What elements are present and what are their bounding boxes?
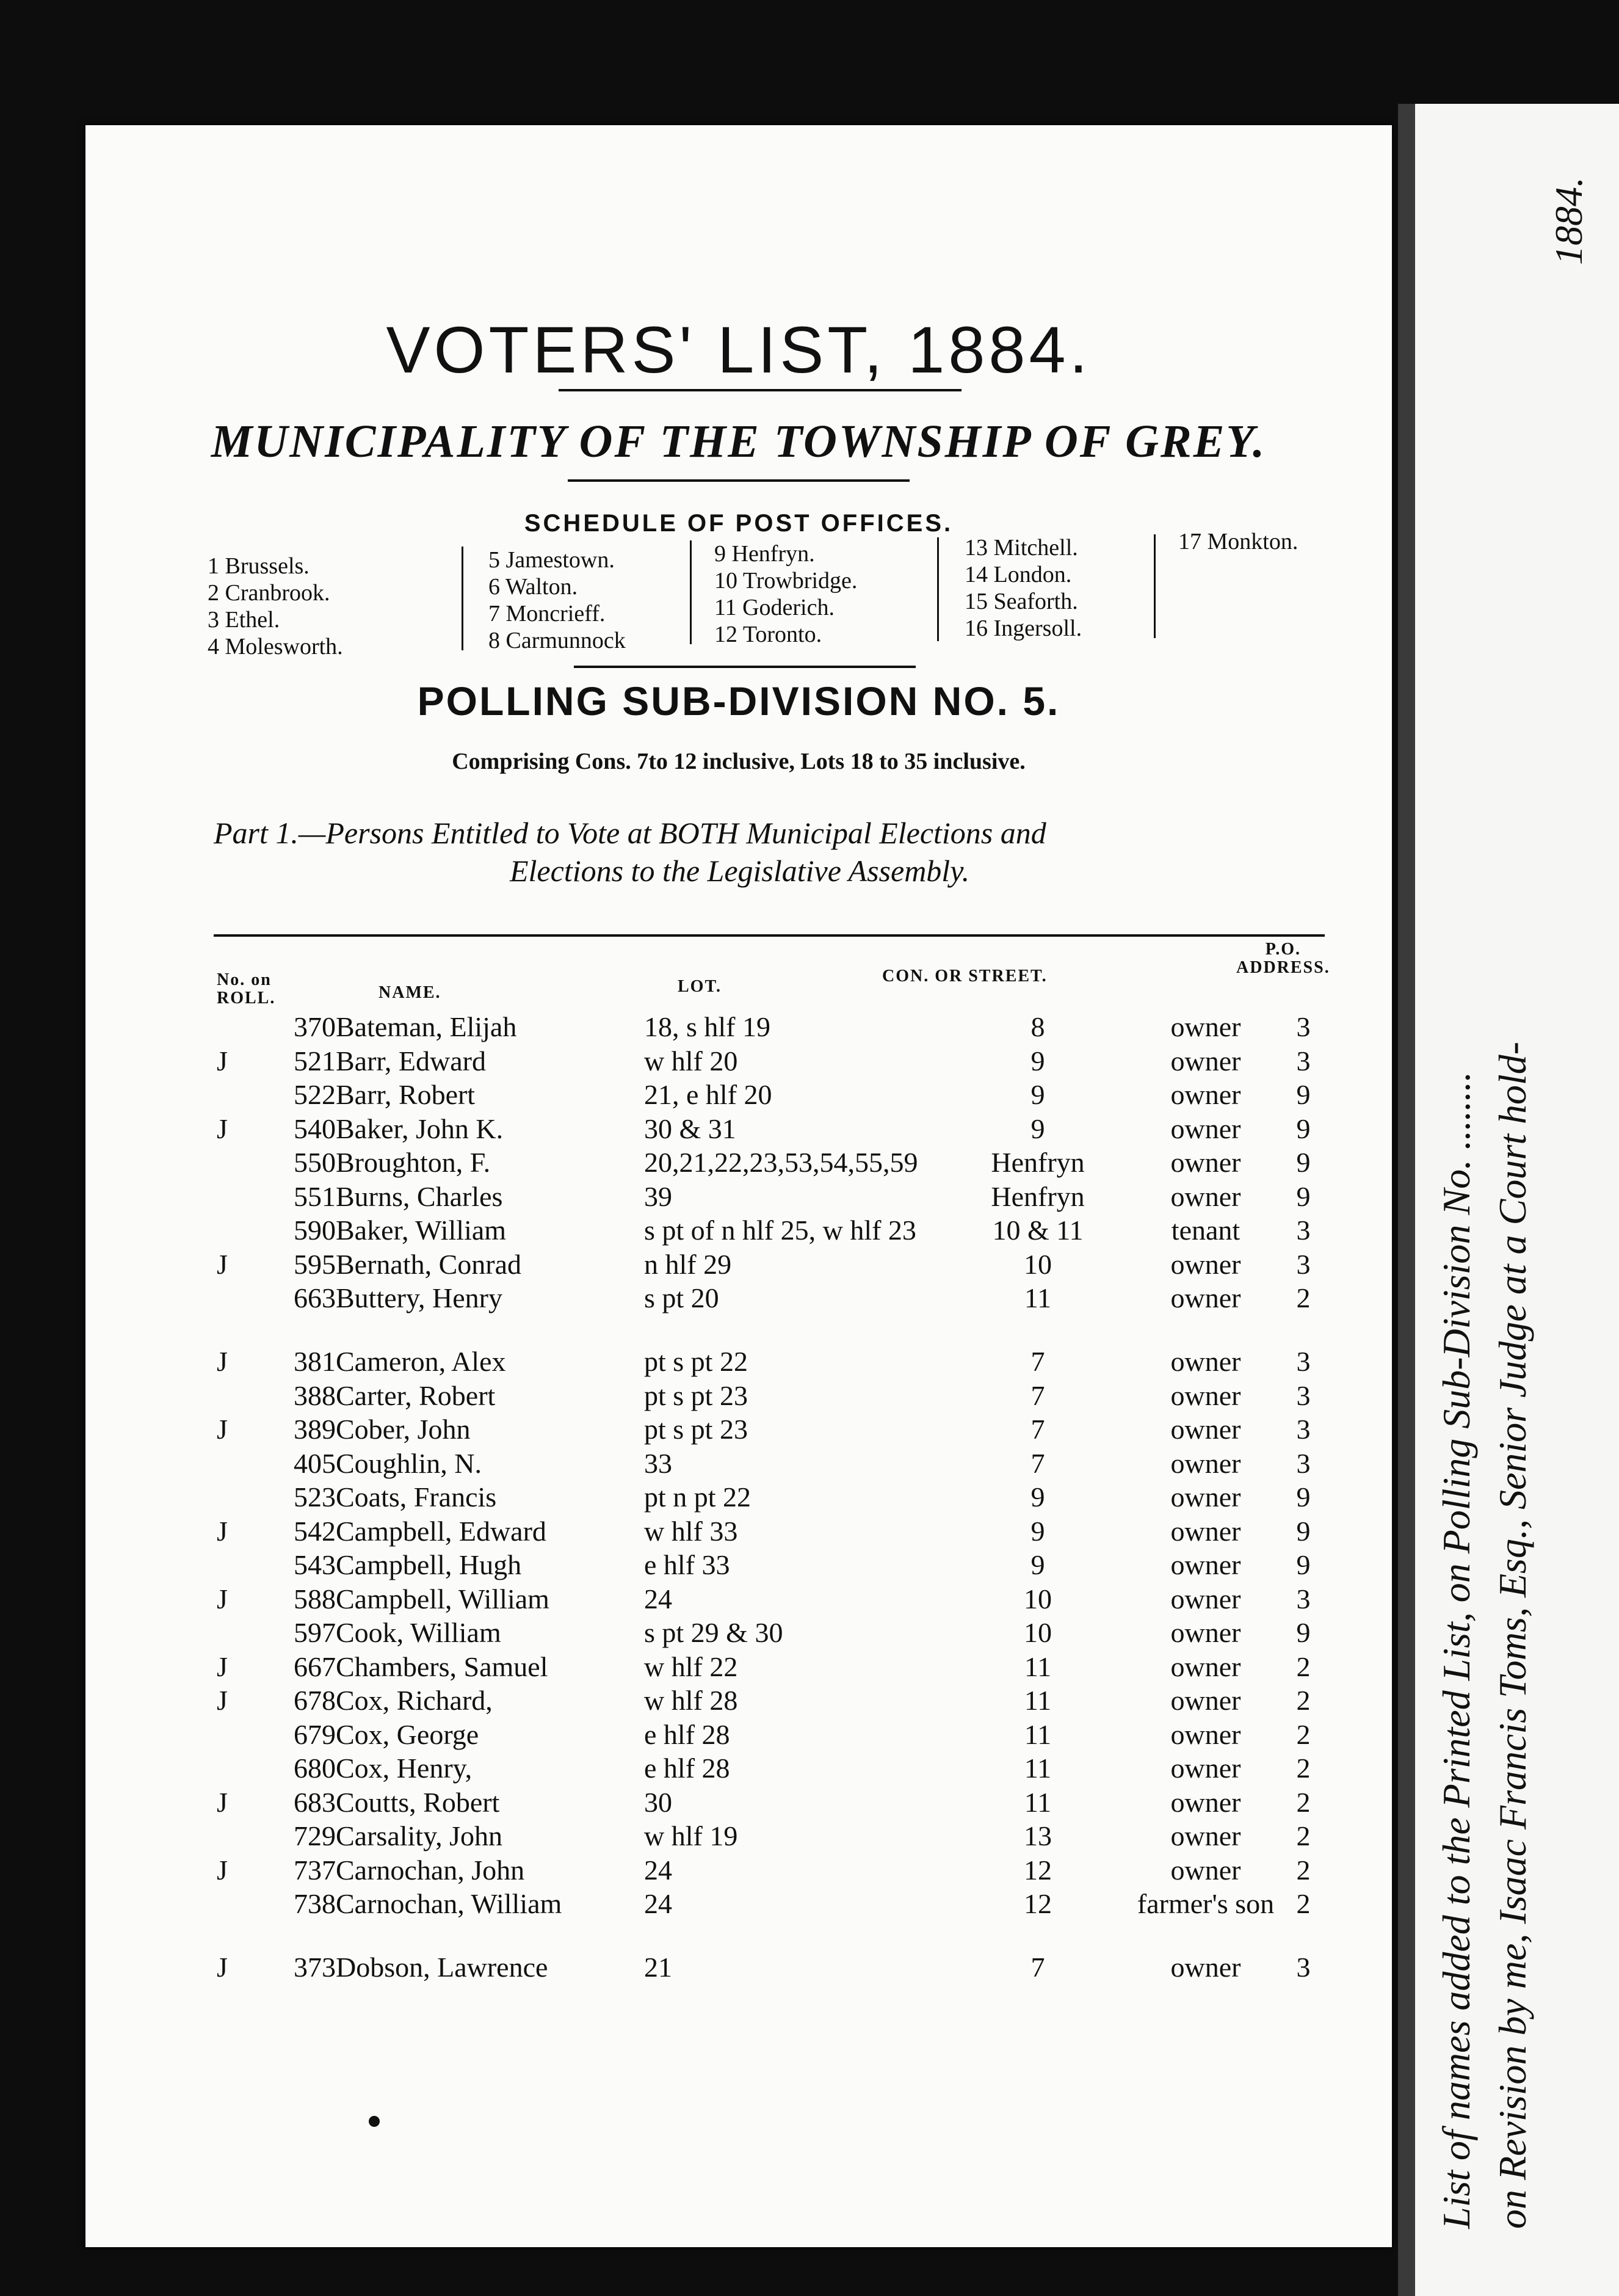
status: owner bbox=[1170, 1011, 1241, 1042]
voter-name: Broughton, F. bbox=[336, 1147, 491, 1178]
juror-mark: J bbox=[217, 1685, 228, 1716]
roll-number: 521 bbox=[294, 1045, 336, 1077]
roll-number: 683 bbox=[294, 1786, 336, 1818]
roll-number: 523 bbox=[294, 1481, 336, 1513]
roll-number: 550 bbox=[294, 1147, 336, 1178]
divider bbox=[559, 389, 962, 391]
roll-number: 680 bbox=[294, 1753, 336, 1784]
side-note-line-2: on Revision by me, Isaac Francis Toms, Esq., Senior Judge at a Court hold- bbox=[1491, 1041, 1534, 2229]
ink-speck bbox=[369, 2116, 380, 2127]
juror-mark: J bbox=[217, 1854, 228, 1886]
roll-number: 588 bbox=[294, 1583, 336, 1615]
lot: w hlf 20 bbox=[644, 1045, 738, 1077]
status: owner bbox=[1170, 1854, 1241, 1886]
con-or-street: 9 bbox=[1030, 1079, 1045, 1110]
post-office-number: 3 bbox=[1296, 1215, 1311, 1246]
juror-mark: J bbox=[217, 1248, 228, 1280]
part-heading-line-2: Elections to the Legislative Assembly. bbox=[510, 854, 970, 888]
post-office-number: 3 bbox=[1296, 1952, 1311, 1983]
lot: pt s pt 23 bbox=[644, 1414, 748, 1445]
lot: e hlf 33 bbox=[644, 1549, 730, 1580]
header-po-address bbox=[1236, 940, 1330, 977]
lot: 39 bbox=[644, 1180, 672, 1212]
status: owner bbox=[1170, 1379, 1241, 1411]
voter-name: Cox, George bbox=[336, 1718, 479, 1750]
status: owner bbox=[1170, 1952, 1241, 1983]
con-or-street: 7 bbox=[1030, 1379, 1045, 1411]
lot: w hlf 33 bbox=[644, 1515, 738, 1547]
con-or-street: 10 bbox=[1024, 1248, 1052, 1280]
lot: w hlf 19 bbox=[644, 1820, 738, 1851]
juror-mark: J bbox=[217, 1583, 228, 1615]
status: owner bbox=[1170, 1753, 1241, 1784]
roll-number: 678 bbox=[294, 1685, 336, 1716]
header-text: No. on bbox=[217, 970, 272, 989]
juror-mark: J bbox=[217, 1414, 228, 1445]
lot: 21 bbox=[644, 1952, 672, 1983]
status: owner bbox=[1170, 1248, 1241, 1280]
status: owner bbox=[1170, 1786, 1241, 1818]
header-text: ADDRESS. bbox=[1236, 958, 1330, 977]
status: farmer's son bbox=[1137, 1888, 1275, 1919]
con-or-street: 9 bbox=[1030, 1549, 1045, 1580]
con-or-street: 13 bbox=[1024, 1820, 1052, 1851]
status: owner bbox=[1170, 1549, 1241, 1580]
post-office-number: 2 bbox=[1296, 1685, 1311, 1716]
con-or-street: 12 bbox=[1024, 1888, 1052, 1919]
roll-number: 551 bbox=[294, 1180, 336, 1212]
lot: 30 & 31 bbox=[644, 1113, 736, 1144]
roll-number: 405 bbox=[294, 1447, 336, 1479]
con-or-street: 9 bbox=[1030, 1481, 1045, 1513]
roll-number: 522 bbox=[294, 1079, 336, 1110]
voter-name: Buttery, Henry bbox=[336, 1282, 502, 1313]
con-or-street: 7 bbox=[1030, 1414, 1045, 1445]
roll-number: 597 bbox=[294, 1617, 336, 1648]
con-or-street: 7 bbox=[1030, 1346, 1045, 1377]
schedule-heading: SCHEDULE OF POST OFFICES. bbox=[524, 510, 954, 537]
header-con-or-street: CON. OR STREET. bbox=[882, 967, 1048, 986]
post-office-item: 10 Trowbridge. bbox=[714, 568, 858, 594]
column-rule bbox=[462, 547, 463, 650]
post-office-number: 9 bbox=[1296, 1549, 1311, 1580]
post-office-number: 3 bbox=[1296, 1379, 1311, 1411]
lot: 33 bbox=[644, 1447, 672, 1479]
voter-name: Cober, John bbox=[336, 1414, 471, 1445]
column-rule bbox=[690, 540, 692, 644]
post-office-item: 16 Ingersoll. bbox=[965, 616, 1082, 641]
status: owner bbox=[1170, 1515, 1241, 1547]
post-office-column-5 bbox=[1178, 528, 1298, 555]
post-office-number: 2 bbox=[1296, 1651, 1311, 1682]
post-office-number: 2 bbox=[1296, 1786, 1311, 1818]
roll-number: 590 bbox=[294, 1215, 336, 1246]
lot: 30 bbox=[644, 1786, 672, 1818]
roll-number: 737 bbox=[294, 1854, 336, 1886]
juror-mark: J bbox=[217, 1045, 228, 1077]
voter-name: Carter, Robert bbox=[336, 1379, 496, 1411]
lot: w hlf 28 bbox=[644, 1685, 738, 1716]
post-office-item: 6 Walton. bbox=[488, 574, 578, 600]
roll-number: 595 bbox=[294, 1248, 336, 1280]
page-title: VOTERS' LIST, 1884. bbox=[386, 313, 1092, 387]
lot: 24 bbox=[644, 1854, 672, 1886]
post-office-number: 9 bbox=[1296, 1113, 1311, 1144]
roll-number: 388 bbox=[294, 1379, 336, 1411]
voter-name: Carnochan, John bbox=[336, 1854, 525, 1886]
header-name: NAME. bbox=[378, 983, 441, 1002]
con-or-street: 11 bbox=[1024, 1685, 1052, 1716]
lot: 21, e hlf 20 bbox=[644, 1079, 772, 1110]
voter-name: Chambers, Samuel bbox=[336, 1651, 548, 1682]
lot: s pt of n hlf 25, w hlf 23 bbox=[644, 1215, 916, 1246]
post-office-item: 2 Cranbrook. bbox=[208, 580, 330, 606]
post-office-item: 3 Ethel. bbox=[208, 607, 280, 633]
lot: pt s pt 23 bbox=[644, 1379, 748, 1411]
divider bbox=[568, 479, 910, 482]
post-office-item: 8 Carmunnock bbox=[488, 628, 626, 653]
divider bbox=[574, 666, 916, 668]
table-top-rule bbox=[214, 934, 1325, 937]
voter-name: Coughlin, N. bbox=[336, 1447, 482, 1479]
header-no-on-roll bbox=[217, 971, 275, 1008]
con-or-street: 11 bbox=[1024, 1651, 1052, 1682]
voter-name: Barr, Edward bbox=[336, 1045, 486, 1077]
post-office-number: 3 bbox=[1296, 1447, 1311, 1479]
lot: e hlf 28 bbox=[644, 1753, 730, 1784]
post-office-number: 9 bbox=[1296, 1147, 1311, 1178]
status: tenant bbox=[1171, 1215, 1241, 1246]
roll-number: 381 bbox=[294, 1346, 336, 1377]
post-office-number: 3 bbox=[1296, 1414, 1311, 1445]
roll-number: 729 bbox=[294, 1820, 336, 1851]
status: owner bbox=[1170, 1447, 1241, 1479]
voter-name: Campbell, Hugh bbox=[336, 1549, 522, 1580]
lot: 24 bbox=[644, 1583, 672, 1615]
post-office-number: 2 bbox=[1296, 1820, 1311, 1851]
post-office-number: 3 bbox=[1296, 1248, 1311, 1280]
post-office-number: 9 bbox=[1296, 1617, 1311, 1648]
voter-name: Baker, John K. bbox=[336, 1113, 504, 1144]
polling-subdivision-heading: POLLING SUB-DIVISION NO. 5. bbox=[417, 678, 1060, 724]
juror-mark: J bbox=[217, 1346, 228, 1377]
con-or-street: 11 bbox=[1024, 1786, 1052, 1818]
con-or-street: 11 bbox=[1024, 1718, 1052, 1750]
juror-mark: J bbox=[217, 1952, 228, 1983]
voter-name: Campbell, Edward bbox=[336, 1515, 546, 1547]
lot: 24 bbox=[644, 1888, 672, 1919]
voter-name: Coats, Francis bbox=[336, 1481, 497, 1513]
roll-number: 663 bbox=[294, 1282, 336, 1313]
status: owner bbox=[1170, 1346, 1241, 1377]
post-office-number: 9 bbox=[1296, 1515, 1311, 1547]
post-office-number: 3 bbox=[1296, 1346, 1311, 1377]
status: owner bbox=[1170, 1079, 1241, 1110]
lot: s pt 29 & 30 bbox=[644, 1617, 783, 1648]
roll-number: 738 bbox=[294, 1888, 336, 1919]
header-text: ROLL. bbox=[217, 989, 276, 1008]
con-or-street: 8 bbox=[1030, 1011, 1045, 1042]
roll-number: 370 bbox=[294, 1011, 336, 1042]
post-office-number: 3 bbox=[1296, 1045, 1311, 1077]
post-office-item: 13 Mitchell. bbox=[965, 535, 1078, 561]
voter-name: Baker, William bbox=[336, 1215, 507, 1246]
post-office-item: 15 Seaforth. bbox=[965, 589, 1078, 614]
status: owner bbox=[1170, 1820, 1241, 1851]
book-spine bbox=[1398, 104, 1415, 2296]
lot: s pt 20 bbox=[644, 1282, 719, 1313]
post-office-column-3 bbox=[714, 540, 857, 648]
voter-name: Carnochan, William bbox=[336, 1888, 562, 1919]
post-office-number: 2 bbox=[1296, 1282, 1311, 1313]
status: owner bbox=[1170, 1718, 1241, 1750]
voter-name: Cook, William bbox=[336, 1617, 501, 1648]
status: owner bbox=[1170, 1651, 1241, 1682]
voter-name: Cameron, Alex bbox=[336, 1346, 506, 1377]
lot: 18, s hlf 19 bbox=[644, 1011, 770, 1042]
con-or-street: 9 bbox=[1030, 1113, 1045, 1144]
con-or-street: 9 bbox=[1030, 1045, 1045, 1077]
status: owner bbox=[1170, 1282, 1241, 1313]
roll-number: 679 bbox=[294, 1718, 336, 1750]
post-office-item: 11 Goderich. bbox=[714, 595, 835, 620]
post-office-number: 9 bbox=[1296, 1180, 1311, 1212]
con-or-street: 11 bbox=[1024, 1282, 1052, 1313]
column-rule bbox=[937, 537, 939, 641]
roll-number: 667 bbox=[294, 1651, 336, 1682]
status: owner bbox=[1170, 1685, 1241, 1716]
post-office-item: 4 Molesworth. bbox=[208, 634, 343, 659]
con-or-street: Henfryn bbox=[991, 1147, 1085, 1178]
facing-page bbox=[1415, 104, 1619, 2296]
part-heading-line-1: Part 1.—Persons Entitled to Vote at BOTH Municipal Elections and bbox=[214, 816, 1046, 850]
side-note-year: 1884. bbox=[1547, 177, 1590, 265]
voter-name: Cox, Richard, bbox=[336, 1685, 493, 1716]
roll-number: 389 bbox=[294, 1414, 336, 1445]
voter-name: Bernath, Conrad bbox=[336, 1248, 522, 1280]
status: owner bbox=[1170, 1113, 1241, 1144]
post-office-number: 9 bbox=[1296, 1481, 1311, 1513]
con-or-street: 10 & 11 bbox=[992, 1215, 1084, 1246]
post-office-item: 14 London. bbox=[965, 562, 1072, 587]
lot: pt s pt 22 bbox=[644, 1346, 748, 1377]
post-office-column-1 bbox=[208, 553, 343, 660]
voter-name: Campbell, William bbox=[336, 1583, 549, 1615]
post-office-item: 12 Toronto. bbox=[714, 622, 822, 647]
roll-number: 543 bbox=[294, 1549, 336, 1580]
post-office-column-4 bbox=[965, 534, 1082, 642]
post-office-number: 2 bbox=[1296, 1718, 1311, 1750]
voter-name: Carsality, John bbox=[336, 1820, 502, 1851]
post-office-column-2 bbox=[488, 547, 626, 654]
post-office-item: 9 Henfryn. bbox=[714, 541, 815, 567]
post-office-item: 17 Monkton. bbox=[1178, 529, 1298, 554]
voters-list-page bbox=[85, 125, 1392, 2247]
juror-mark: J bbox=[217, 1651, 228, 1682]
juror-mark: J bbox=[217, 1515, 228, 1547]
header-text: P.O. bbox=[1265, 940, 1301, 959]
voter-name: Coutts, Robert bbox=[336, 1786, 500, 1818]
side-note bbox=[1429, 153, 1597, 2229]
post-office-number: 3 bbox=[1296, 1011, 1311, 1042]
lot: n hlf 29 bbox=[644, 1248, 732, 1280]
con-or-street: 10 bbox=[1024, 1617, 1052, 1648]
con-or-street: 9 bbox=[1030, 1515, 1045, 1547]
post-office-item: 5 Jamestown. bbox=[488, 547, 615, 573]
post-office-number: 3 bbox=[1296, 1583, 1311, 1615]
voter-name: Dobson, Lawrence bbox=[336, 1952, 548, 1983]
post-office-number: 2 bbox=[1296, 1753, 1311, 1784]
status: owner bbox=[1170, 1583, 1241, 1615]
roll-number: 373 bbox=[294, 1952, 336, 1983]
municipality-heading: MUNICIPALITY OF THE TOWNSHIP OF GREY. bbox=[211, 416, 1267, 467]
con-or-street: Henfryn bbox=[991, 1180, 1085, 1212]
voter-name: Burns, Charles bbox=[336, 1180, 503, 1212]
voter-name: Barr, Robert bbox=[336, 1079, 476, 1110]
roll-number: 540 bbox=[294, 1113, 336, 1144]
post-office-item: 7 Moncrieff. bbox=[488, 601, 606, 627]
comprising-line: Comprising Cons. 7to 12 inclusive, Lots 18 to 35 inclusive. bbox=[452, 749, 1026, 774]
post-office-number: 2 bbox=[1296, 1888, 1311, 1919]
juror-mark: J bbox=[217, 1786, 228, 1818]
column-rule bbox=[1154, 534, 1156, 638]
status: owner bbox=[1170, 1414, 1241, 1445]
status: owner bbox=[1170, 1617, 1241, 1648]
con-or-street: 10 bbox=[1024, 1583, 1052, 1615]
status: owner bbox=[1170, 1147, 1241, 1178]
lot: w hlf 22 bbox=[644, 1651, 738, 1682]
con-or-street: 11 bbox=[1024, 1753, 1052, 1784]
status: owner bbox=[1170, 1045, 1241, 1077]
status: owner bbox=[1170, 1481, 1241, 1513]
voter-name: Cox, Henry, bbox=[336, 1753, 473, 1784]
con-or-street: 12 bbox=[1024, 1854, 1052, 1886]
con-or-street: 7 bbox=[1030, 1447, 1045, 1479]
status: owner bbox=[1170, 1180, 1241, 1212]
post-office-number: 2 bbox=[1296, 1854, 1311, 1886]
side-note-line-1: List of names added to the Printed List, on Polling Sub-Division No. ........ bbox=[1435, 1071, 1478, 2229]
header-lot: LOT. bbox=[678, 977, 722, 996]
lot: e hlf 28 bbox=[644, 1718, 730, 1750]
juror-mark: J bbox=[217, 1113, 228, 1144]
voter-name: Bateman, Elijah bbox=[336, 1011, 517, 1042]
con-or-street: 7 bbox=[1030, 1952, 1045, 1983]
post-office-item: 1 Brussels. bbox=[208, 553, 310, 579]
lot: 20,21,22,23,53,54,55,59 bbox=[644, 1147, 918, 1178]
roll-number: 542 bbox=[294, 1515, 336, 1547]
lot: pt n pt 22 bbox=[644, 1481, 752, 1513]
post-office-number: 9 bbox=[1296, 1079, 1311, 1110]
